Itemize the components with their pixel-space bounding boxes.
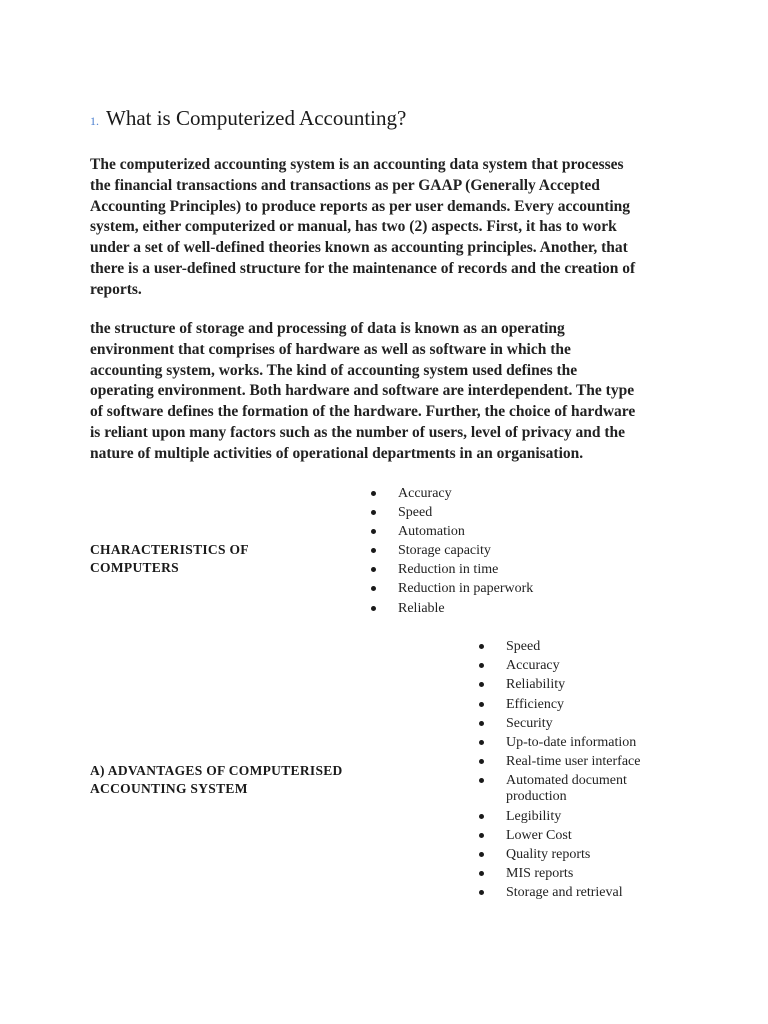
list-item-text: Speed — [506, 639, 541, 654]
list-item-text: Speed — [398, 505, 433, 521]
bullet-icon — [371, 529, 376, 534]
paragraph-line: there is a user-defined structure for the maintenance of records and the creation of — [90, 259, 636, 277]
list-item-text: Reliability — [506, 677, 566, 693]
paragraph-line: The computerized accounting system is an accounting data system that processes — [90, 156, 624, 173]
paragraph-line: Accounting Principles) to produce reports as per user demands. Every accounting — [90, 197, 631, 215]
list-item — [370, 581, 533, 597]
list-item — [478, 754, 666, 770]
list-item-text: Automated document production — [506, 773, 627, 805]
paragraph-line: the structure of storage and processing of data is known as an operating — [90, 320, 565, 337]
list-item — [478, 773, 666, 805]
paragraph-operating-environment — [90, 319, 680, 465]
list-item-text: Storage capacity — [398, 543, 491, 559]
bullet-icon — [479, 702, 484, 707]
list-item — [370, 524, 533, 540]
list-item — [478, 735, 666, 751]
label-line: ACCOUNTING SYSTEM — [90, 781, 248, 796]
list-item — [478, 639, 666, 655]
list-item — [478, 677, 666, 693]
label-line: A) ADVANTAGES OF COMPUTERISED — [90, 763, 343, 778]
bullet-icon — [479, 644, 484, 649]
list-item — [478, 885, 666, 901]
characteristics-list — [370, 486, 533, 620]
bullet-icon — [371, 606, 376, 611]
list-item — [478, 828, 666, 844]
list-item-text: Quality reports — [506, 846, 591, 862]
bullet-icon — [479, 740, 484, 745]
bullet-icon — [479, 890, 484, 895]
bullet-icon — [479, 833, 484, 838]
bullet-icon — [371, 548, 376, 553]
bullet-icon — [371, 567, 376, 572]
advantages-label — [90, 762, 343, 798]
section-heading — [90, 106, 406, 131]
list-item — [478, 697, 666, 713]
bullet-icon — [479, 682, 484, 687]
bullet-icon — [371, 510, 376, 515]
characteristics-label — [90, 541, 249, 577]
bullet-icon — [479, 778, 484, 783]
label-line: CHARACTERISTICS OF — [90, 542, 249, 557]
paragraph-line: accounting system, works. The kind of accounting system used defines the — [90, 361, 578, 379]
list-item — [478, 716, 666, 732]
list-item-text: Lower Cost — [506, 827, 572, 843]
list-item-text: Legibility — [506, 808, 562, 824]
paragraph-line: of software defines the formation of the hardware. Further, the choice of hardware — [90, 403, 636, 421]
list-item — [478, 847, 666, 863]
list-item — [478, 658, 666, 674]
paragraph-line: nature of multiple activities of operational departments in an organisation. — [90, 444, 584, 462]
list-item-text: Automation — [398, 524, 465, 540]
bullet-icon — [479, 852, 484, 857]
paragraph-line: reports. — [90, 280, 142, 298]
bullet-icon — [371, 491, 376, 496]
advantages-list — [478, 639, 666, 904]
list-item — [370, 505, 533, 521]
heading-number: 1. — [90, 114, 99, 128]
list-item — [478, 866, 666, 882]
list-item — [370, 601, 533, 617]
bullet-icon — [371, 586, 376, 591]
list-item-text: Storage and retrieval — [506, 885, 623, 901]
list-item-text: MIS reports — [506, 866, 574, 882]
list-item-text: Security — [506, 715, 553, 731]
label-line: COMPUTERS — [90, 560, 179, 575]
paragraph-line: operating environment. Both hardware and software are interdependent. The type — [90, 382, 635, 400]
list-item-text: Reduction in time — [398, 562, 499, 578]
list-item-text: Accuracy — [398, 486, 452, 501]
list-item-text: Up-to-date information — [506, 734, 637, 750]
list-item-text: Efficiency — [506, 696, 565, 712]
bullet-icon — [479, 871, 484, 876]
list-item-text: Real-time user interface — [506, 754, 641, 770]
list-item — [370, 562, 533, 578]
paragraph-computerized-accounting — [90, 155, 680, 301]
list-item-text: Reduction in paperwork — [398, 581, 534, 597]
list-item-text: Reliable — [398, 600, 445, 616]
paragraph-line: environment that comprises of hardware as well as software in which the — [90, 340, 571, 358]
paragraph-line: the financial transactions and transactions as per GAAP (Generally Accepted — [90, 176, 600, 194]
bullet-icon — [479, 721, 484, 726]
paragraph-line: under a set of well-defined theories known as accounting principles. Another, that — [90, 239, 628, 257]
list-item — [370, 543, 533, 559]
list-item-text: Accuracy — [506, 658, 560, 674]
list-item — [478, 809, 666, 825]
list-item — [370, 486, 533, 502]
paragraph-line: system, either computerized or manual, has two (2) aspects. First, it has to work — [90, 218, 617, 236]
bullet-icon — [479, 663, 484, 668]
bullet-icon — [479, 759, 484, 764]
paragraph-line: is reliant upon many factors such as the number of users, level of privacy and the — [90, 423, 626, 441]
bullet-icon — [479, 814, 484, 819]
heading-title: What is Computerized Accounting? — [106, 106, 407, 130]
